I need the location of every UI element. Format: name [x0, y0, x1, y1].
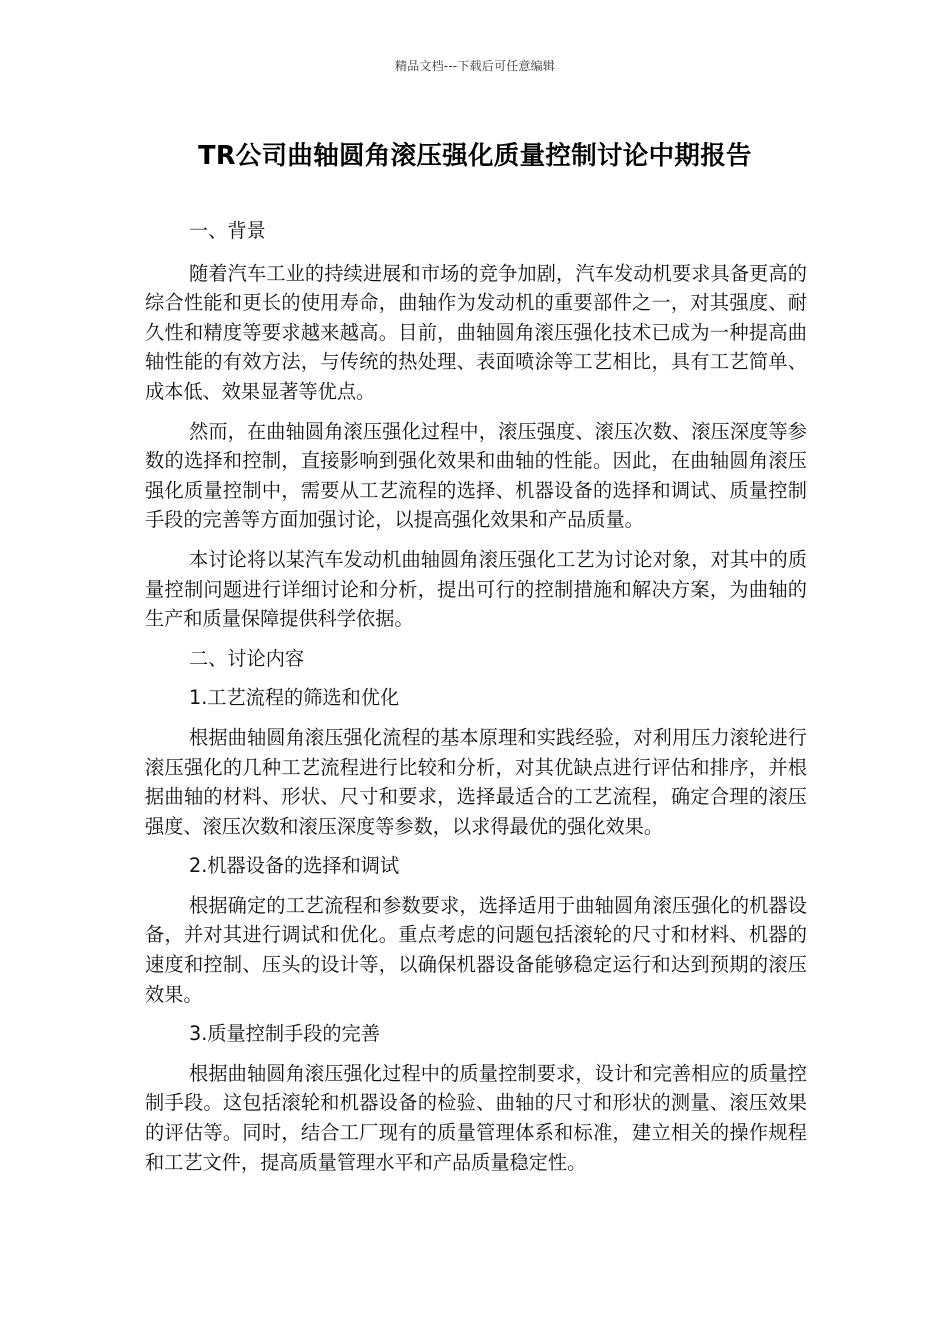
subsection-heading-1: 1.工艺流程的筛选和优化: [189, 686, 400, 710]
paragraph-background-2: 然而，在曲轴圆角滚压强化过程中，滚压强度、滚压次数、滚压深度等参数的选择和控制，直接影响到强化效果和曲轴的性能。因此，在曲轴圆角滚压强化质量控制中，需要从工艺流程的选择、机器设备的选择和调试、质量控制手段的完善等方面加强讨论，以提高强化效果和产品质量。: [145, 419, 807, 532]
document-body: [145, 216, 807, 1177]
section-heading-background: 一、背景: [189, 219, 266, 242]
paragraph-subsection-3: 根据曲轴圆角滚压强化过程中的质量控制要求，设计和完善相应的质量控制手段。这包括滚轮和机器设备的检验、曲轴的尺寸和形状的测量、滚压效果的评估等。同时，结合工厂现有的质量管理体系和标准，建立相关的操作规程和工艺文件，提高质量管理水平和产品质量稳定性。: [145, 1061, 807, 1174]
page-title: TR公司曲轴圆角滚压强化质量控制讨论中期报告: [198, 141, 752, 171]
subsection-heading-2: 2.机器设备的选择和调试: [189, 854, 400, 878]
paragraph-subsection-1: 根据曲轴圆角滚压强化流程的基本原理和实践经验，对利用压力滚轮进行滚压强化的几种工艺流程进行比较和分析，对其优缺点进行评估和排序，并根据曲轴的材料、形状、尺寸和要求，选择最适合的工艺流程，确定合理的滚压强度、滚压次数和滚压深度等参数，以求得最优的强化效果。: [145, 725, 807, 838]
paragraph-background-1: 随着汽车工业的持续进展和市场的竞争加剧，汽车发动机要求具备更高的综合性能和更长的使用寿命，曲轴作为发动机的重要部件之一，对其强度、耐久性和精度等要求越来越高。目前，曲轴圆角滚压强化技术已成为一种提高曲轴性能的有效方法，与传统的热处理、表面喷涂等工艺相比，具有工艺简单、成本低、效果显著等优点。: [145, 261, 807, 403]
paragraph-subsection-2: 根据确定的工艺流程和参数要求，选择适用于曲轴圆角滚压强化的机器设备，并对其进行调试和优化。重点考虑的问题包括滚轮的尺寸和材料、机器的速度和控制、压头的设计等，以确保机器设备能够稳定运行和达到预期的滚压效果。: [145, 893, 807, 1006]
section-heading-content: 二、讨论内容: [189, 646, 305, 670]
paragraph-background-3: 本讨论将以某汽车发动机曲轴圆角滚压强化工艺为讨论对象，对其中的质量控制问题进行详细讨论和分析，提出可行的控制措施和解决方案，为曲轴的生产和质量保障提供科学依据。: [145, 547, 807, 631]
header-note: 精品文档---下载后可任意编辑: [395, 59, 555, 73]
subsection-heading-3: 3.质量控制手段的完善: [189, 1022, 380, 1046]
